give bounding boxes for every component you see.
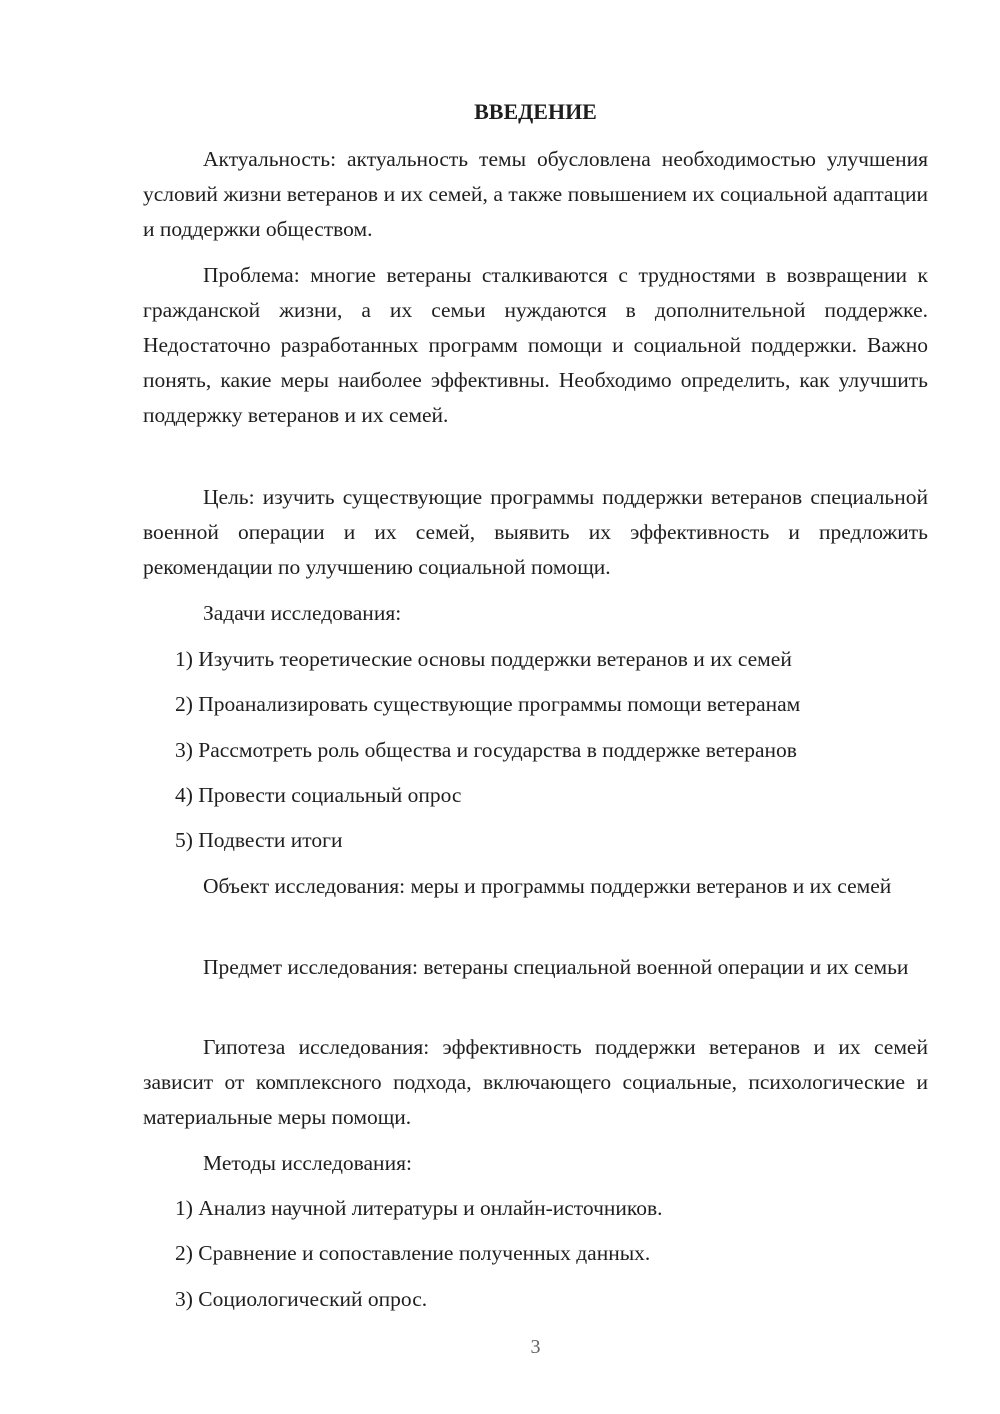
list-item: 3) Рассмотреть роль общества и государства в поддержке ветеранов bbox=[175, 738, 797, 762]
list-item: 5) Подвести итоги bbox=[175, 828, 343, 852]
list-item: 1) Анализ научной литературы и онлайн-источников. bbox=[175, 1196, 663, 1220]
page-number: 3 bbox=[530, 1336, 541, 1358]
page-heading: ВВЕДЕНИЕ bbox=[474, 99, 597, 124]
subject-paragraph: Предмет исследования: ветераны специальной военной операции и их семьи bbox=[203, 955, 909, 979]
list-item: 4) Провести социальный опрос bbox=[175, 783, 462, 807]
hypothesis-paragraph: Гипотеза исследования: эффективность поддержки ветеранов и их семей зависит от комплексного подхода, включающего социальные, психологические и материальные меры помощи. bbox=[143, 1035, 928, 1129]
methods-title: Методы исследования: bbox=[203, 1151, 412, 1175]
relevance-paragraph: Актуальность: актуальность темы обусловлена необходимостью улучшения условий жизни ветеранов и их семей, а также повышением их социальной адаптации и поддержки обществом. bbox=[143, 147, 928, 241]
list-item: 3) Социологический опрос. bbox=[175, 1287, 428, 1311]
object-paragraph: Объект исследования: меры и программы поддержки ветеранов и их семей bbox=[203, 874, 892, 898]
goal-paragraph: Цель: изучить существующие программы поддержки ветеранов специальной военной операции и их семей, выявить их эффективность и предложить рекомендации по улучшению социальной помощи. bbox=[143, 485, 928, 579]
problem-paragraph: Проблема: многие ветераны сталкиваются с трудностями в возвращении к гражданской жизни, а их семьи нуждаются в дополнительной поддержке. Недостаточно разработанных программ помощи и социальной поддержки. Важно понять, какие меры наиболее эффективны. Необходимо определить, как улучшить поддержку ветеранов и их семей. bbox=[143, 263, 928, 427]
list-item: 1) Изучить теоретические основы поддержки ветеранов и их семей bbox=[175, 647, 792, 671]
document-page bbox=[143, 0, 928, 1414]
tasks-title: Задачи исследования: bbox=[203, 601, 402, 625]
list-item: 2) Проанализировать существующие программы помощи ветеранам bbox=[175, 692, 801, 716]
list-item: 2) Сравнение и сопоставление полученных данных. bbox=[175, 1241, 651, 1265]
